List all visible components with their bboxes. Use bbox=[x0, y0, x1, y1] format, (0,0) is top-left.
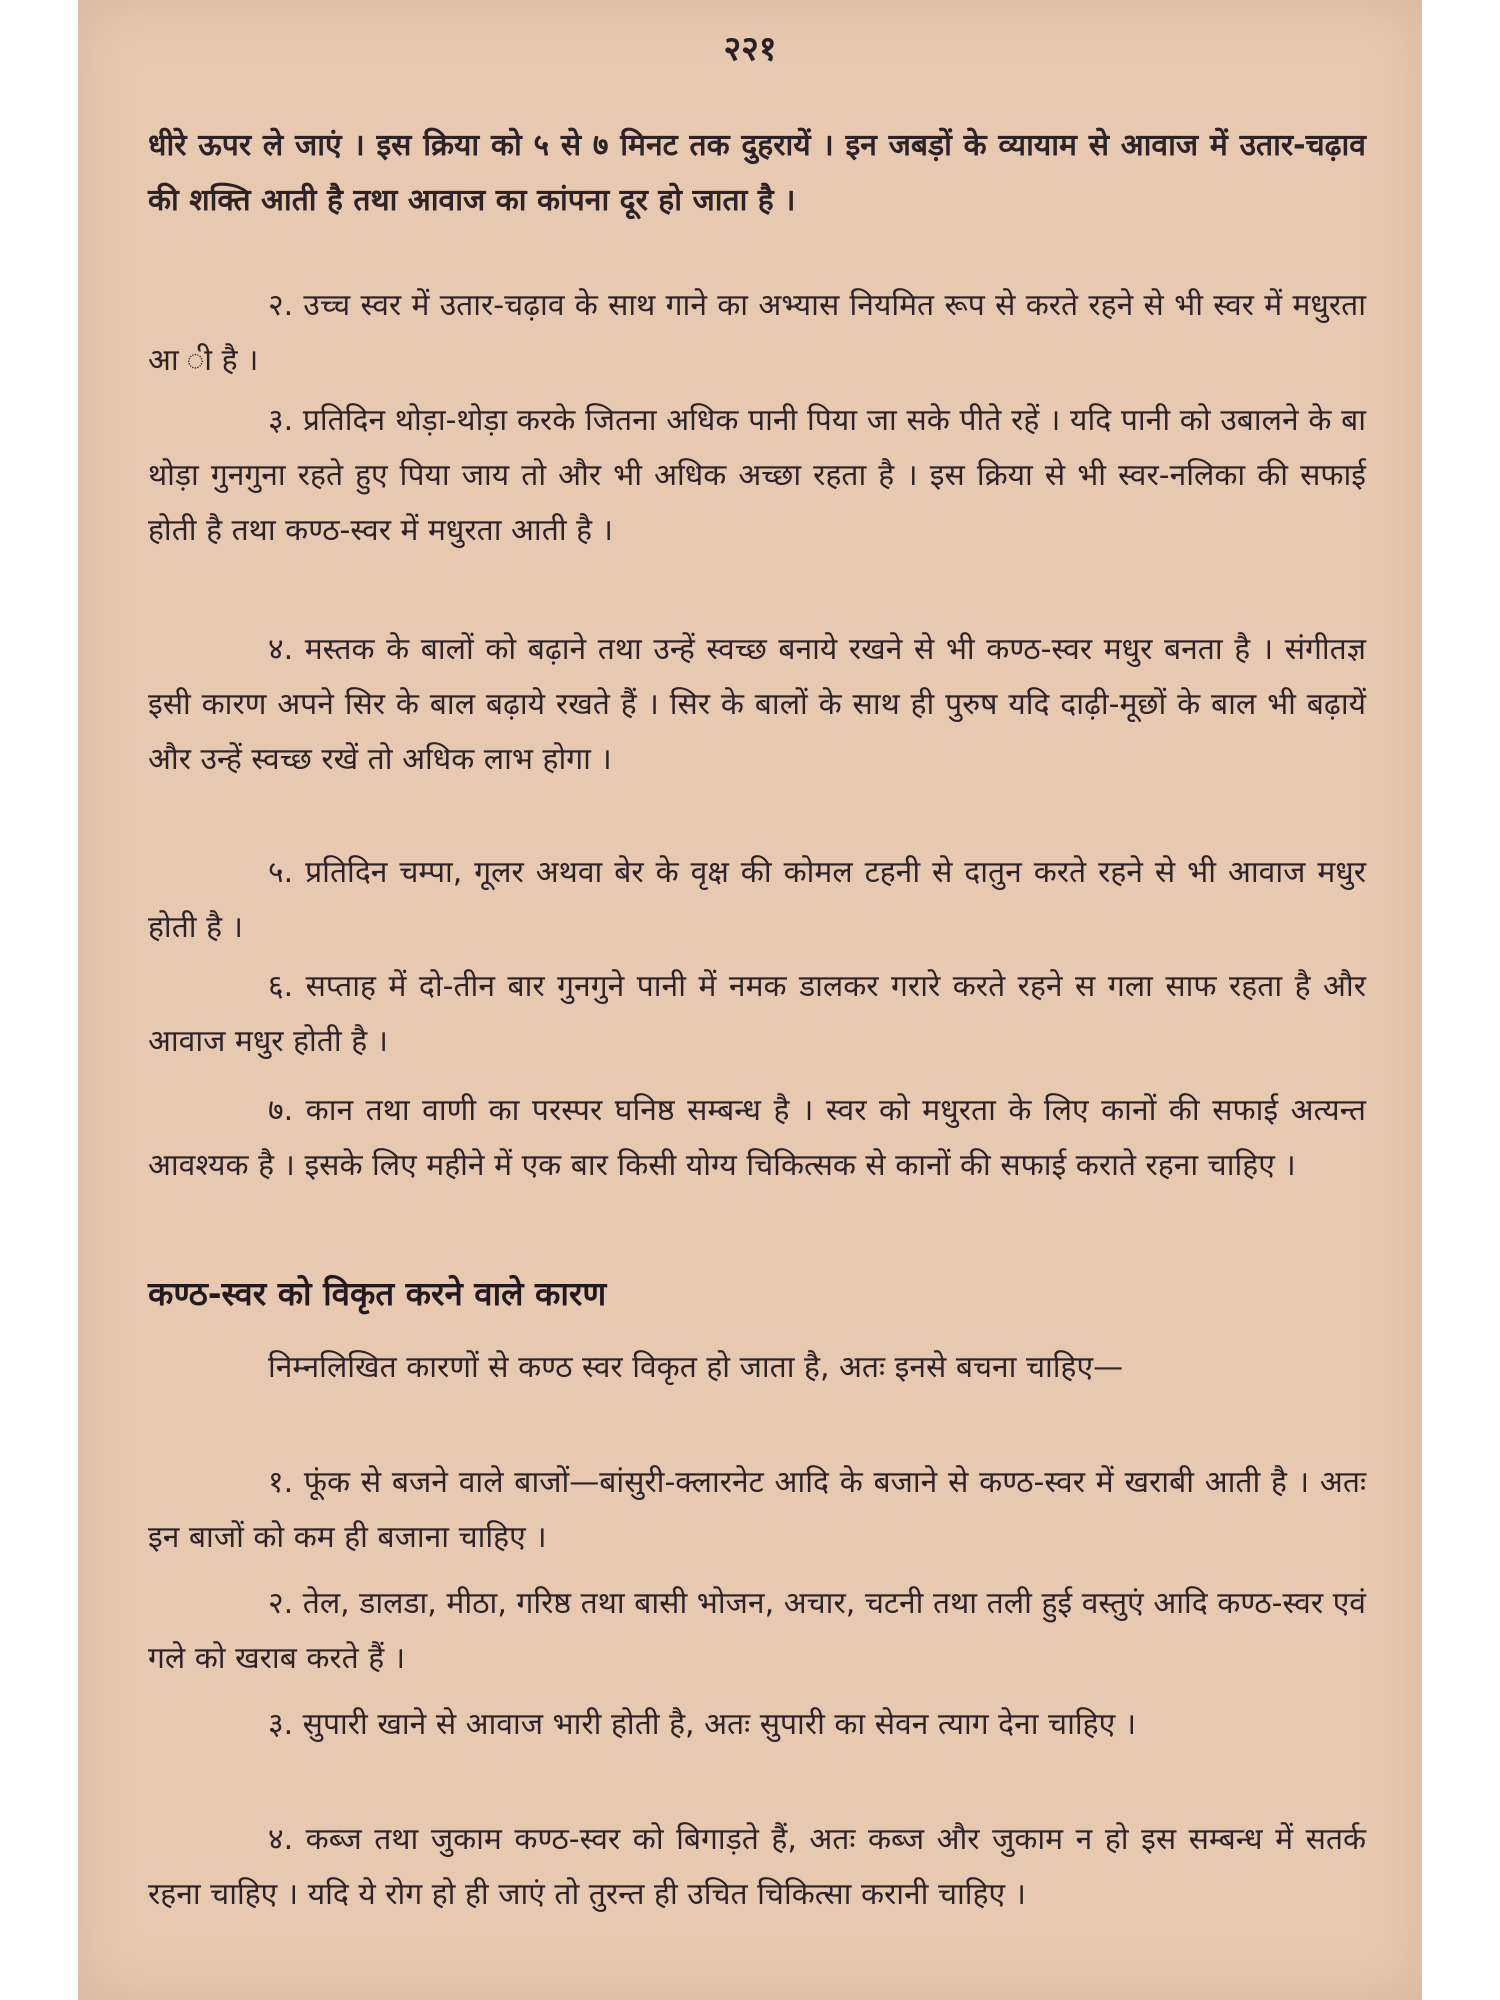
list-item-ear-cleaning bbox=[148, 1083, 1366, 1193]
section-heading: कण्ठ-स्वर को विकृत करने वाले कारण bbox=[148, 1274, 607, 1313]
list-item-constipation-cold bbox=[148, 1812, 1366, 1922]
paragraph-text: २. उच्च स्वर में उतार-चढ़ाव के साथ गाने का अभ्यास नियमित रूप से करते रहने से भी स्वर में मधुरता आ ी है । bbox=[148, 288, 1366, 378]
book-page bbox=[78, 0, 1422, 2000]
paragraph-text: ४. कब्ज तथा जुकाम कण्ठ-स्वर को बिगाड़ते हैं, अतः कब्ज और जुकाम न हो इस सम्बन्ध में सतर्क रहना चाहिए । यदि ये रोग हो ही जाएं तो तुरन्त ही उचित चिकित्सा करानी चाहिए । bbox=[148, 1822, 1366, 1912]
paragraph-text: ५. प्रतिदिन चम्पा, गूलर अथवा बेर के वृक्ष की कोमल टहनी से दातुन करते रहने से भी आवाज मधुर होती है । bbox=[148, 855, 1366, 945]
paragraph-text: २. तेल, डालडा, मीठा, गरिष्ठ तथा बासी भोजन, अचार, चटनी तथा तली हुई वस्तुएं आदि कण्ठ-स्वर एवं गले को खराब करते हैं । bbox=[148, 1586, 1366, 1676]
list-item-hair bbox=[148, 622, 1366, 787]
paragraph-jaw-exercise bbox=[148, 118, 1366, 228]
paragraph-text: ३. सुपारी खाने से आवाज भारी होती है, अतः सुपारी का सेवन त्याग देना चाहिए । bbox=[268, 1707, 1137, 1742]
list-item-high-pitch-practice bbox=[148, 278, 1366, 388]
paragraph-text: ६. सप्ताह में दो-तीन बार गुनगुने पानी में नमक डालकर गरारे करते रहने स गला साफ रहता है और आवाज मधुर होती है । bbox=[148, 969, 1366, 1059]
paragraph-text: १. फूंक से बजने वाले बाजों—बांसुरी-क्लारनेट आदि के बजाने से कण्ठ-स्वर में खराबी आती है । अतः इन बाजों को कम ही बजाना चाहिए । bbox=[148, 1465, 1366, 1555]
section-heading-block bbox=[148, 1266, 1366, 1322]
paragraph-text: ४. मस्तक के बालों को बढ़ाने तथा उन्हें स्वच्छ बनाये रखने से भी कण्ठ-स्वर मधुर बनता है । संगीतज्ञ इसी कारण अपने सिर के बाल बढ़ाये रखते हैं । सिर के बालों के साथ ही पुरुष यदि दाढ़ी-मूछों के बाल भी बढ़ायें और उन्हें स्वच्छ रखें तो अधिक लाभ होगा । bbox=[148, 632, 1366, 777]
section-intro-block bbox=[148, 1340, 1366, 1395]
paragraph-text: ३. प्रतिदिन थोड़ा-थोड़ा करके जितना अधिक पानी पिया जा सके पीते रहें । यदि पानी को उबालने के बा थोड़ा गुनगुना रहते हुए पिया जाय तो और भी अधिक अच्छा रहता है । इस क्रिया से भी स्वर-नलिका की सफाई होती है तथा कण्ठ-स्वर में मधुरता आती है । bbox=[148, 403, 1366, 548]
list-item-wind-instruments bbox=[148, 1455, 1366, 1565]
list-item-datun bbox=[148, 845, 1366, 955]
paragraph-text: ७. कान तथा वाणी का परस्पर घनिष्ठ सम्बन्ध है । स्वर को मधुरता के लिए कानों की सफाई अत्यन्त आवश्यक है । इसके लिए महीने में एक बार किसी योग्य चिकित्सक से कानों की सफाई कराते रहना चाहिए । bbox=[148, 1093, 1366, 1183]
section-intro: निम्नलिखित कारणों से कण्ठ स्वर विकृत हो जाता है, अतः इनसे बचना चाहिए— bbox=[268, 1350, 1124, 1385]
list-item-betel-nut bbox=[148, 1697, 1366, 1752]
list-item-gargle bbox=[148, 959, 1366, 1069]
paragraph-text: धीरे ऊपर ले जाएं । इस क्रिया को ५ से ७ मिनट तक दुहरायें । इन जबड़ों के व्यायाम से आवाज में उतार-चढ़ाव की शक्ति आती है तथा आवाज का कांपना दूर हो जाता है । bbox=[148, 128, 1366, 218]
list-item-oily-food bbox=[148, 1576, 1366, 1686]
page-number: २२१ bbox=[723, 29, 777, 69]
list-item-drink-water bbox=[148, 393, 1366, 558]
